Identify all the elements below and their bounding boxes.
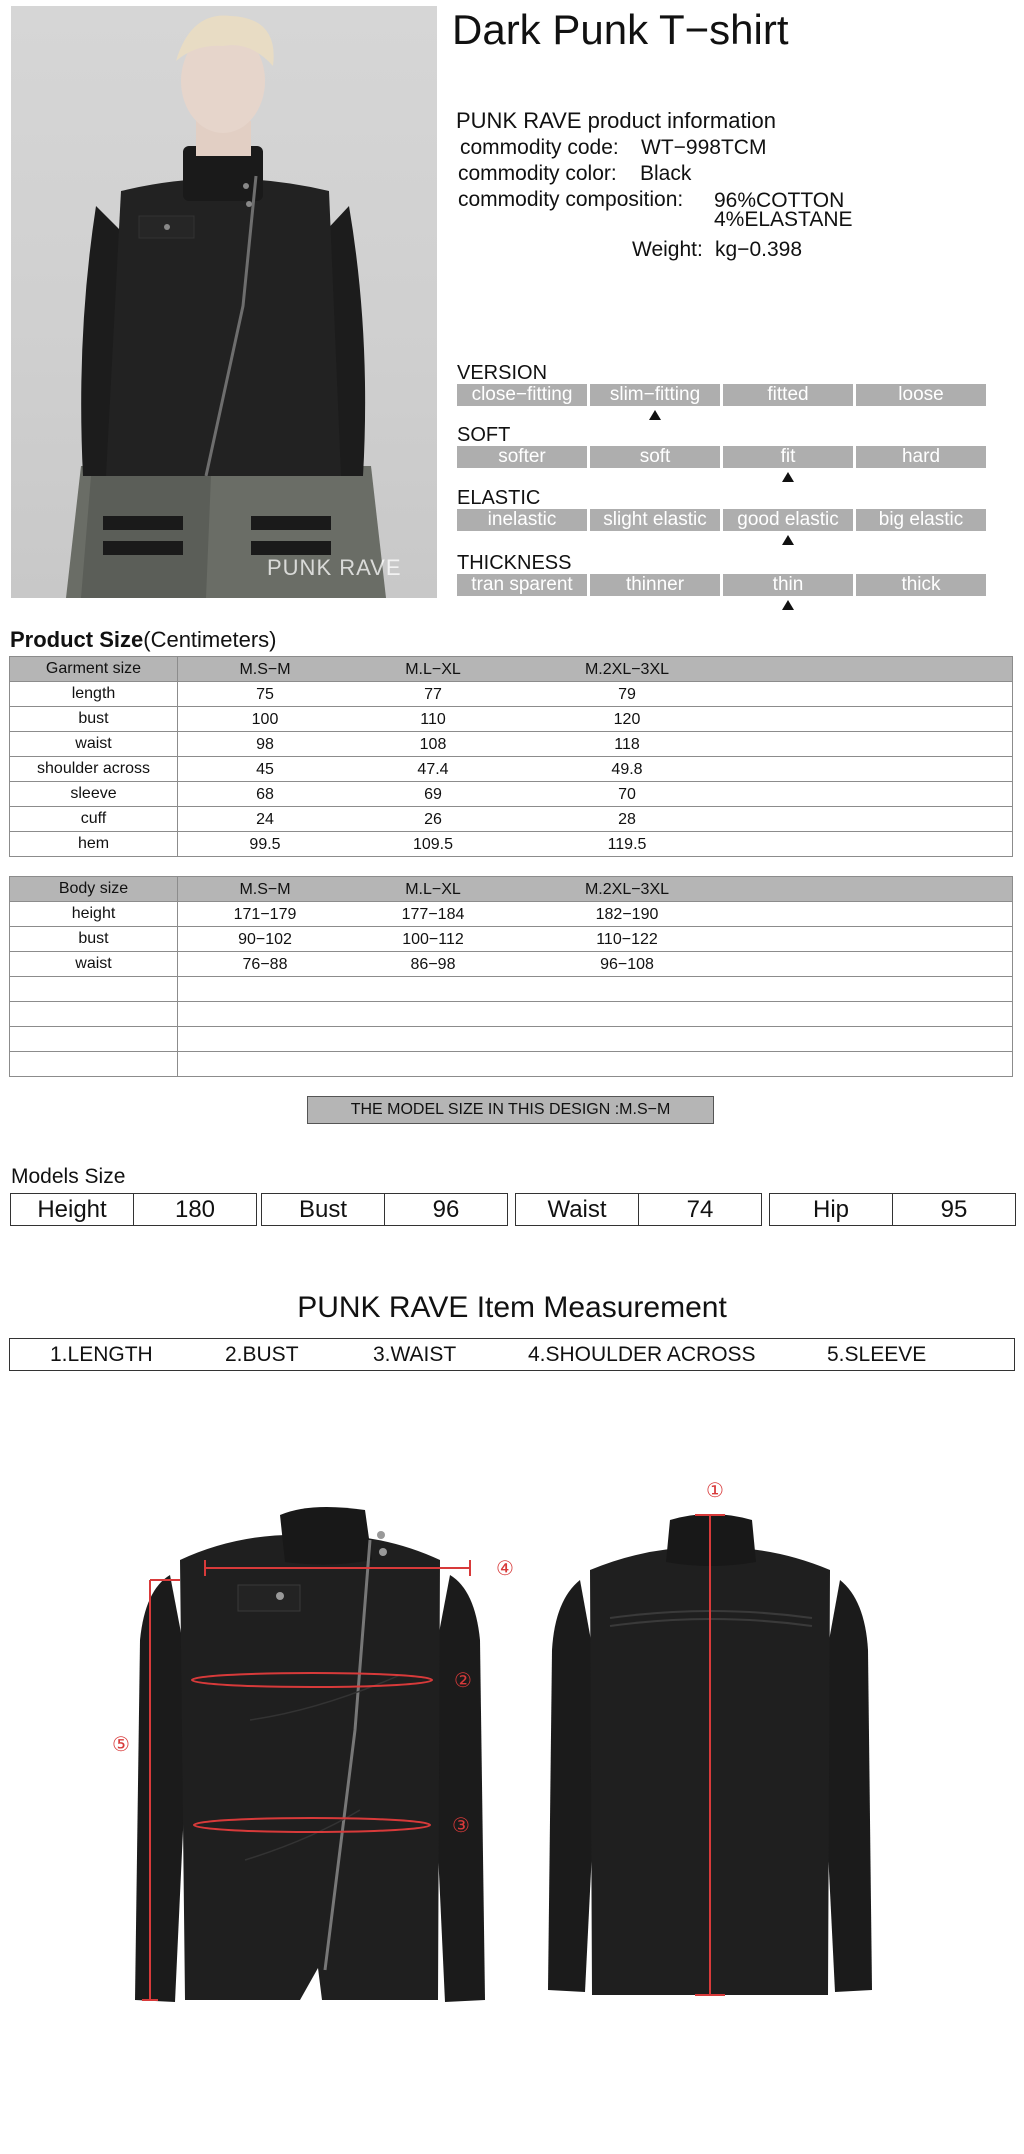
row-values	[178, 682, 1013, 707]
table-cell: M.S−M	[239, 661, 291, 678]
table-cell: 77	[424, 686, 442, 703]
row-label: Body size	[10, 877, 178, 902]
scale-option: good elastic	[723, 509, 853, 531]
row-values	[178, 977, 1013, 1002]
model-measure-value: 74	[638, 1193, 762, 1226]
table-cell: M.2XL−3XL	[584, 881, 670, 898]
scale-option: slim−fitting	[590, 384, 720, 406]
product-photo	[11, 6, 437, 598]
model-measure-label: Height	[10, 1193, 134, 1226]
info-label-code: commodity code:	[460, 136, 619, 159]
table-cell: M.L−XL	[405, 661, 461, 678]
row-values	[178, 952, 1013, 977]
table-row	[10, 927, 1013, 952]
table-row	[10, 832, 1013, 857]
row-label: sleeve	[10, 782, 178, 807]
scale-selected-marker	[782, 472, 794, 482]
marker-4: ④	[496, 1558, 514, 1580]
measurement-legend	[9, 1338, 1015, 1371]
table-cell: 98	[256, 736, 274, 753]
garment-size-table	[9, 656, 1013, 857]
model-measure-value: 95	[892, 1193, 1016, 1226]
scale-option: hard	[856, 446, 986, 468]
row-label	[10, 1002, 178, 1027]
scale-option: inelastic	[457, 509, 587, 531]
row-values	[178, 1052, 1013, 1077]
table-cell: 100	[251, 711, 279, 728]
table-cell: M.2XL−3XL	[584, 661, 670, 678]
marker-1: ①	[706, 1480, 724, 1502]
table-cell: 68	[256, 786, 274, 803]
row-values	[178, 782, 1013, 807]
model-size-note: THE MODEL SIZE IN THIS DESIGN :M.S−M	[307, 1096, 714, 1124]
row-values	[178, 757, 1013, 782]
info-value-color: Black	[640, 162, 692, 185]
table-header-row	[10, 877, 1013, 902]
row-values	[178, 877, 1013, 902]
row-label: cuff	[10, 807, 178, 832]
row-label	[10, 977, 178, 1002]
table-cell: 171−179	[233, 906, 297, 923]
scale-option: close−fitting	[457, 384, 587, 406]
table-cell: M.L−XL	[405, 881, 461, 898]
table-row	[10, 1002, 1013, 1027]
scale-selected-marker	[649, 410, 661, 420]
table-cell: 99.5	[249, 836, 281, 853]
table-cell: 79	[618, 686, 636, 703]
table-row	[10, 682, 1013, 707]
row-label: height	[10, 902, 178, 927]
table-cell: 86−98	[410, 956, 456, 973]
product-title: Dark Punk T−shirt	[452, 6, 789, 53]
table-cell: 24	[256, 811, 274, 828]
scale-option: softer	[457, 446, 587, 468]
measurement-item: 5.SLEEVE	[827, 1343, 927, 1366]
info-label-color: commodity color:	[458, 162, 617, 185]
table-row	[10, 782, 1013, 807]
row-values	[178, 832, 1013, 857]
product-size-title: Product Size(Centimeters)	[10, 627, 277, 652]
scale-option: tran sparent	[457, 574, 587, 596]
row-label: bust	[10, 707, 178, 732]
model-measure-label: Waist	[515, 1193, 639, 1226]
measurement-title: PUNK RAVE Item Measurement	[297, 1291, 727, 1324]
table-cell: 110	[420, 711, 446, 728]
marker-2: ②	[454, 1670, 472, 1692]
row-values	[178, 1002, 1013, 1027]
table-row	[10, 902, 1013, 927]
scale-title-0: VERSION	[457, 362, 548, 384]
table-cell: 177−184	[401, 906, 465, 923]
row-values	[178, 902, 1013, 927]
table-row	[10, 1052, 1013, 1077]
row-label: shoulder across	[10, 757, 178, 782]
brand-info-heading: PUNK RAVE product information	[456, 108, 776, 133]
table-cell: 118	[614, 736, 640, 753]
table-cell: 119.5	[607, 836, 647, 853]
info-label-weight: Weight:	[632, 238, 703, 261]
front-garment-diagram	[100, 1480, 520, 2020]
table-cell: 182−190	[595, 906, 659, 923]
info-label-composition: commodity composition:	[458, 188, 684, 211]
table-cell: 96−108	[600, 956, 654, 973]
row-label: hem	[10, 832, 178, 857]
row-label: length	[10, 682, 178, 707]
table-cell: 47.4	[417, 761, 449, 778]
table-row	[10, 732, 1013, 757]
table-cell: 26	[424, 811, 442, 828]
table-cell: 109.5	[412, 836, 454, 853]
scale-option: fit	[723, 446, 853, 468]
row-values	[178, 657, 1013, 682]
row-label: bust	[10, 927, 178, 952]
model-measure-value: 180	[133, 1193, 257, 1226]
row-label: Garment size	[10, 657, 178, 682]
row-values	[178, 732, 1013, 757]
models-size-title: Models Size	[11, 1165, 126, 1188]
scale-option: thin	[723, 574, 853, 596]
row-label	[10, 1052, 178, 1077]
row-values	[178, 927, 1013, 952]
back-garment-diagram	[530, 1500, 890, 2020]
table-row	[10, 807, 1013, 832]
table-cell: 28	[618, 811, 636, 828]
row-values	[178, 807, 1013, 832]
measurement-item: 4.SHOULDER ACROSS	[528, 1343, 756, 1366]
row-label	[10, 1027, 178, 1052]
table-cell: 110−122	[596, 931, 658, 948]
model-measure-label: Bust	[261, 1193, 385, 1226]
info-value-composition-2: 4%ELASTANE	[714, 208, 853, 231]
table-cell: 90−102	[238, 931, 292, 948]
row-label: waist	[10, 952, 178, 977]
table-row	[10, 952, 1013, 977]
table-header-row	[10, 657, 1013, 682]
scale-title-1: SOFT	[457, 424, 511, 446]
row-values	[178, 707, 1013, 732]
scale-selected-marker	[782, 600, 794, 610]
table-cell: 120	[613, 711, 641, 728]
row-label: waist	[10, 732, 178, 757]
table-row	[10, 757, 1013, 782]
measurement-item: 1.LENGTH	[50, 1343, 153, 1366]
info-value-code: WT−998TCM	[641, 136, 767, 159]
table-row	[10, 977, 1013, 1002]
watermark: PUNK RAVE	[267, 555, 402, 580]
table-cell: 45	[256, 761, 274, 778]
body-size-table	[9, 876, 1013, 1077]
measurement-item: 3.WAIST	[373, 1343, 457, 1366]
table-cell: 100−112	[402, 931, 464, 948]
scale-title-3: THICKNESS	[457, 552, 572, 574]
table-cell: M.S−M	[239, 881, 291, 898]
row-values	[178, 1027, 1013, 1052]
table-cell: 69	[424, 786, 442, 803]
scale-option: loose	[856, 384, 986, 406]
scale-option: thinner	[590, 574, 720, 596]
table-cell: 49.8	[611, 761, 643, 778]
table-cell: 75	[256, 686, 274, 703]
scale-option: thick	[856, 574, 986, 596]
table-cell: 70	[618, 786, 636, 803]
scale-option: soft	[590, 446, 720, 468]
table-cell: 76−88	[242, 956, 288, 973]
info-value-composition-1: 96%COTTON	[714, 189, 845, 212]
model-illustration	[11, 6, 437, 598]
info-value-weight: kg−0.398	[715, 238, 802, 261]
scale-title-2: ELASTIC	[457, 487, 541, 509]
table-cell: 108	[419, 736, 447, 753]
model-measure-value: 96	[384, 1193, 508, 1226]
scale-option: big elastic	[856, 509, 986, 531]
scale-selected-marker	[782, 535, 794, 545]
scale-option: slight elastic	[590, 509, 720, 531]
measurement-item: 2.BUST	[225, 1343, 299, 1366]
table-row	[10, 1027, 1013, 1052]
marker-5: ⑤	[112, 1734, 130, 1756]
model-measure-label: Hip	[769, 1193, 893, 1226]
table-row	[10, 707, 1013, 732]
scale-option: fitted	[723, 384, 853, 406]
marker-3: ③	[452, 1815, 470, 1837]
